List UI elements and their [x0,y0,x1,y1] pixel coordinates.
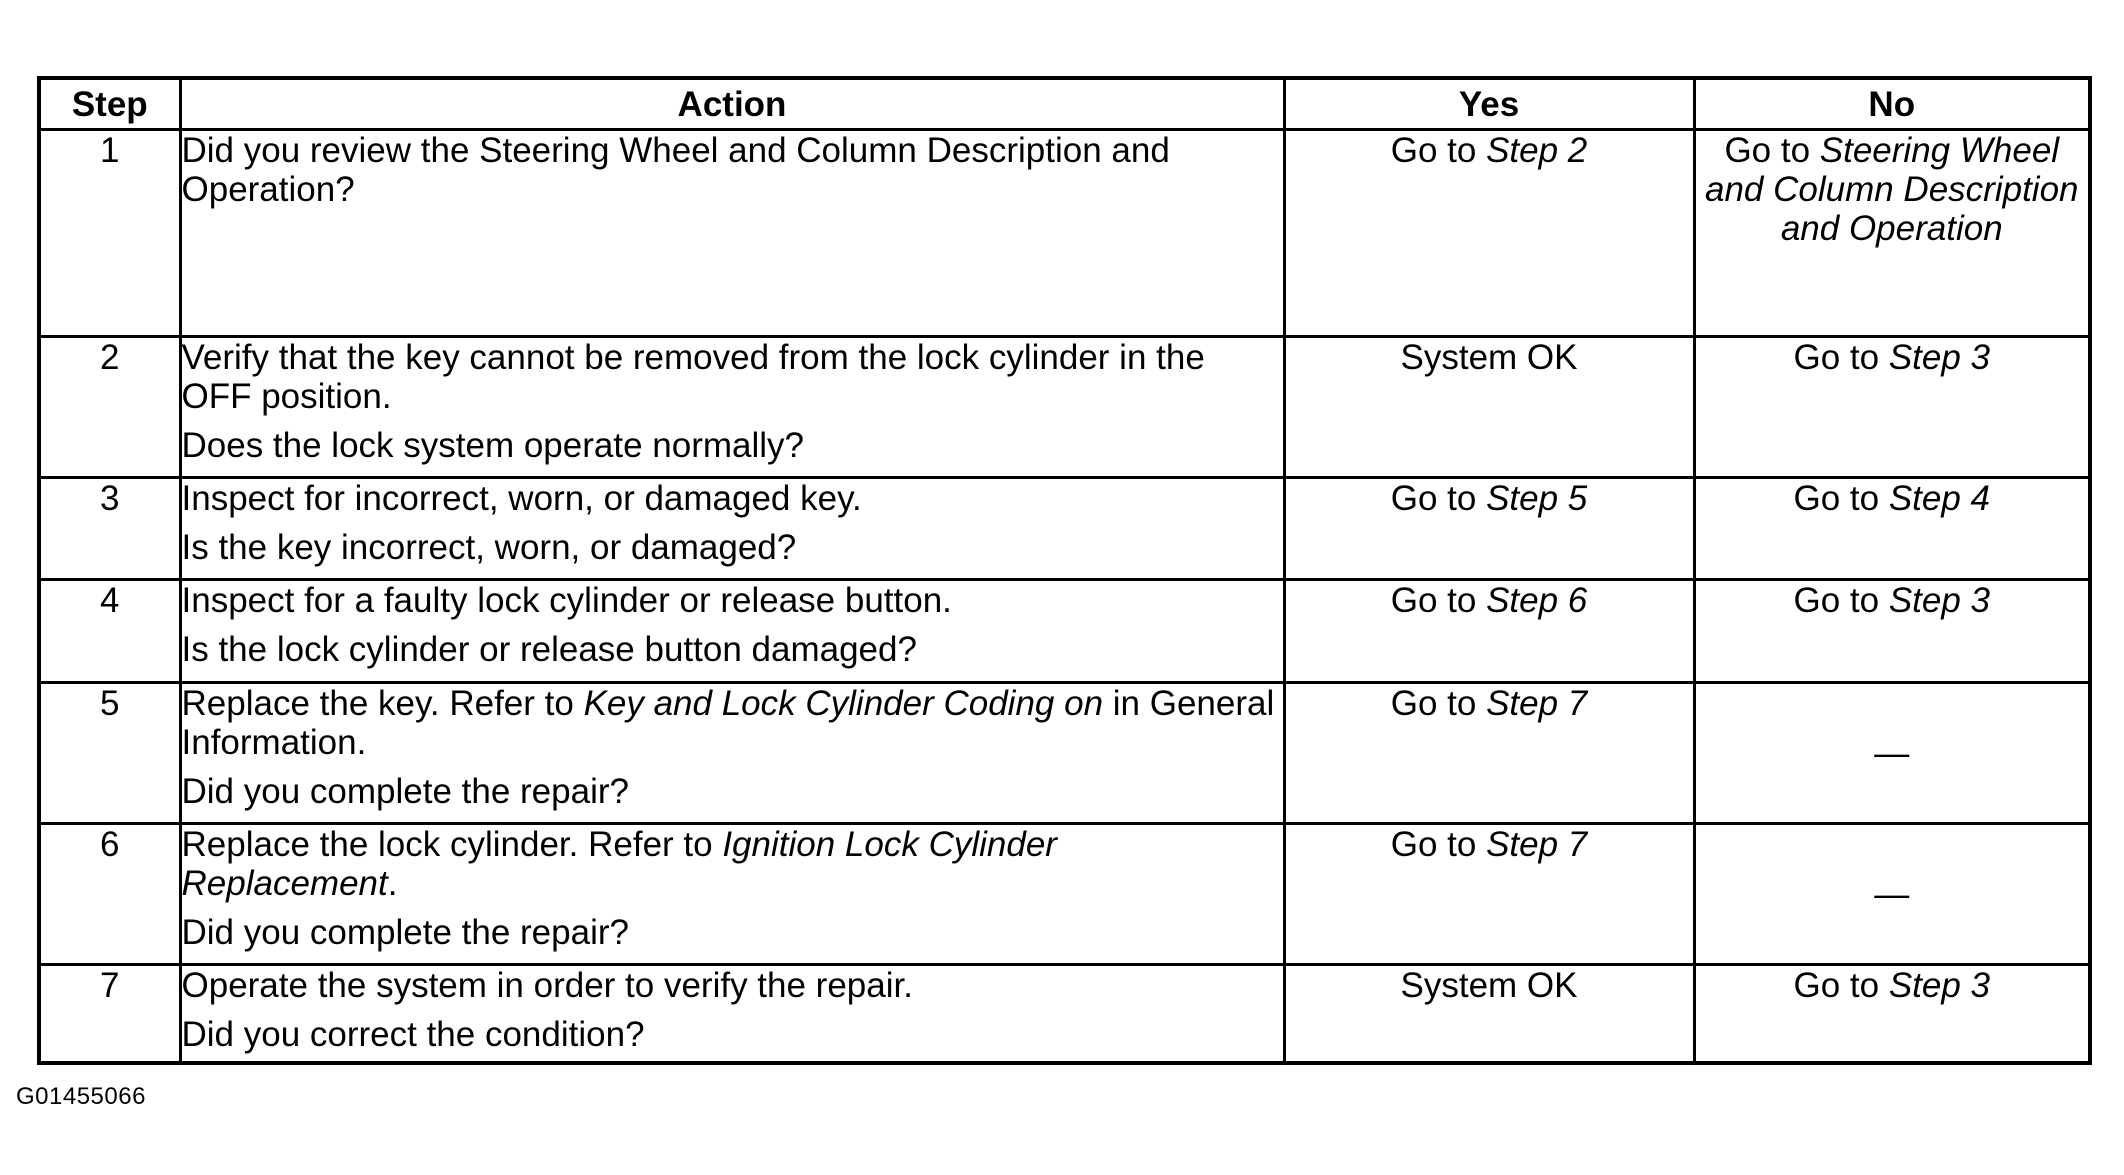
no-cell [1694,337,2090,478]
yes-step-ref: Step 2 [1486,131,1588,170]
action-suffix: in General Information. [181,684,1275,762]
diagnostic-table [37,76,2092,1065]
no-cell [1694,130,2090,337]
step-number: 2 [39,337,180,478]
header-action: Action [180,78,1284,130]
action-cell [180,580,1284,683]
action-cell [180,965,1284,1063]
action-text: Inspect for incorrect, worn, or damaged key. [181,479,862,518]
action-cell [180,130,1284,337]
no-prefix: Go to [1793,966,1889,1005]
action-question: Is the lock cylinder or release button damaged? [181,630,917,669]
action-cell [180,683,1284,824]
step-number: 1 [39,130,180,337]
action-question: Is the key incorrect, worn, or damaged? [181,528,797,567]
yes-prefix: Go to [1390,581,1487,620]
yes-prefix: Go to [1390,479,1487,518]
yes-text: System OK [1400,338,1578,377]
no-step-ref: Steering Wheel and Column Description and Operation [1704,131,2079,248]
no-step-ref: Step 3 [1888,581,1991,620]
header-no: No [1694,78,2090,130]
no-dash: — [1874,733,1910,773]
table-row [39,683,2090,824]
yes-prefix: Go to [1390,825,1487,864]
action-prefix: Replace the key. Refer to [181,684,584,723]
action-question: Did you correct the condition? [181,1015,645,1054]
figure-id: G01455066 [16,1083,146,1110]
no-cell [1694,580,2090,683]
action-reference: Key and Lock Cylinder Coding on [583,684,1104,723]
action-prefix: Replace the lock cylinder. Refer to [181,825,723,864]
table-row [39,580,2090,683]
action-text: Operate the system in order to verify the repair. [181,966,913,1005]
step-number: 6 [39,824,180,965]
action-text: Inspect for a faulty lock cylinder or release button. [181,581,952,620]
step-number: 4 [39,580,180,683]
action-reference: Ignition Lock Cylinder Replacement [181,825,1057,903]
action-question: Does the lock system operate normally? [181,426,804,465]
action-text [182,825,1283,903]
action-text [182,684,1283,762]
no-cell [1694,965,2090,1063]
yes-step-ref: Step 7 [1486,684,1588,723]
action-text: Did you review the Steering Wheel and Column Description and Operation? [181,131,1170,209]
yes-text: System OK [1400,966,1578,1005]
action-cell [180,824,1284,965]
action-question: Did you complete the repair? [181,772,629,811]
yes-cell [1284,478,1694,580]
action-question: Did you complete the repair? [181,913,629,952]
yes-cell [1284,580,1694,683]
action-suffix: . [387,864,398,903]
header-step: Step [39,78,180,130]
action-cell [180,337,1284,478]
no-cell [1694,683,2090,824]
yes-prefix: Go to [1390,684,1487,723]
table-row [39,965,2090,1063]
header-yes: Yes [1284,78,1694,130]
table-row [39,337,2090,478]
no-cell [1694,824,2090,965]
no-step-ref: Step 4 [1888,479,1991,518]
yes-step-ref: Step 5 [1486,479,1588,518]
no-step-ref: Step 3 [1888,966,1991,1005]
table-header-row [39,78,2090,130]
yes-prefix: Go to [1390,131,1487,170]
no-prefix: Go to [1724,131,1820,170]
no-prefix: Go to [1793,581,1889,620]
no-prefix: Go to [1793,479,1889,518]
yes-cell [1284,965,1694,1063]
yes-cell [1284,683,1694,824]
step-number: 3 [39,478,180,580]
no-prefix: Go to [1793,338,1889,377]
yes-step-ref: Step 6 [1486,581,1588,620]
yes-cell [1284,824,1694,965]
no-step-ref: Step 3 [1888,338,1991,377]
yes-cell [1284,337,1694,478]
no-dash: — [1874,874,1910,914]
table-row [39,824,2090,965]
action-text: Verify that the key cannot be removed from the lock cylinder in the OFF position. [181,338,1205,416]
no-cell [1694,478,2090,580]
table-row [39,478,2090,580]
table-row [39,130,2090,337]
action-cell [180,478,1284,580]
step-number: 5 [39,683,180,824]
yes-step-ref: Step 7 [1486,825,1588,864]
step-number: 7 [39,965,180,1063]
yes-cell [1284,130,1694,337]
